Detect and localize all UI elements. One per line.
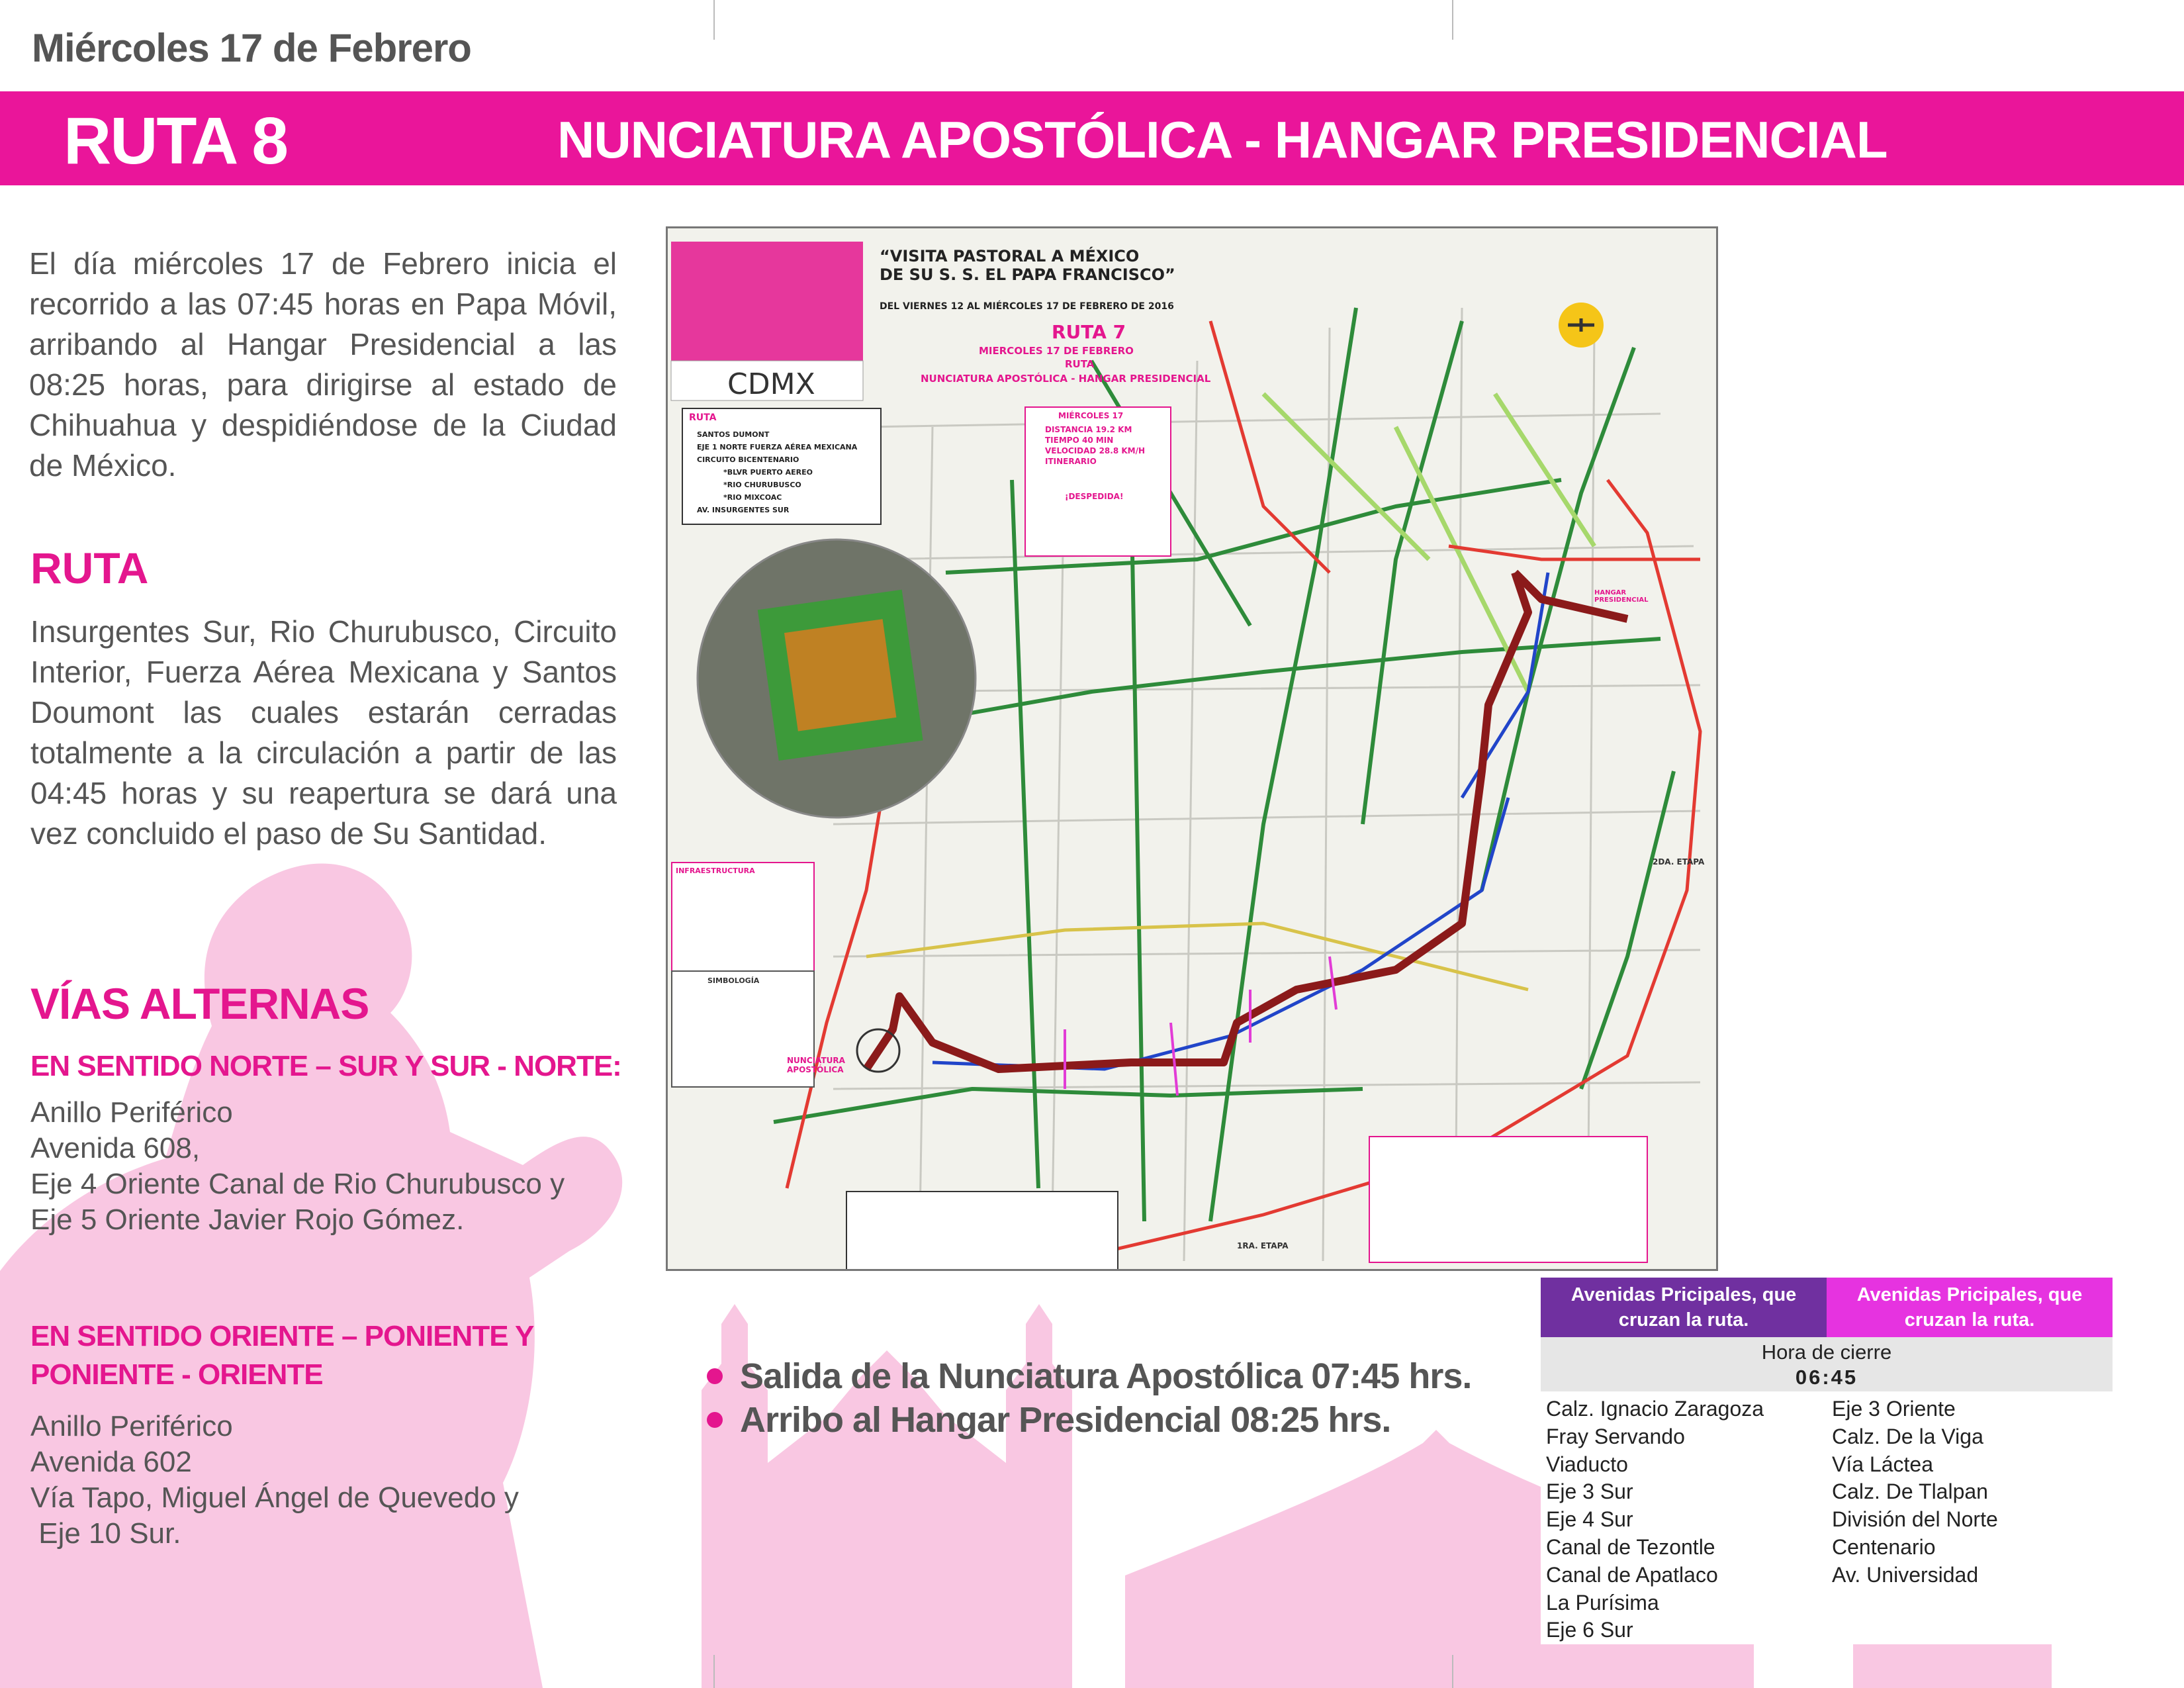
list-item: Anillo Periférico	[30, 1410, 233, 1442]
map-day: MIERCOLES 17 DE FEBRERO	[979, 345, 1134, 357]
map-title-line: “VISITA PASTORAL A MÉXICO	[880, 247, 1140, 265]
table-cell: Canal de Apatlaco	[1546, 1562, 1718, 1587]
avenidas-table	[1541, 1278, 2113, 1644]
table-cell: Calz. Ignacio Zaragoza	[1546, 1397, 1764, 1421]
bullet-item	[707, 1398, 1471, 1442]
map-ruta-number: RUTA 7	[1052, 321, 1126, 343]
route-map	[666, 226, 1718, 1271]
map-simb-title: SIMBOLOGÍA	[707, 976, 760, 985]
list-item: Eje 4 Oriente Canal de Rio Churubusco y	[30, 1168, 565, 1200]
table-cell: Eje 3 Sur	[1546, 1479, 1633, 1504]
crop-mark	[713, 0, 715, 40]
table-cell: La Purísima	[1546, 1590, 1659, 1615]
cdmx-logo: CDMX	[727, 367, 815, 401]
map-box-stats	[1045, 424, 1145, 467]
map-nunciatura: NUNCIATURA APOSTÓLICA	[787, 1056, 845, 1074]
pope-silhouette	[0, 847, 728, 1688]
cierre-time: 06:45	[1795, 1366, 1858, 1389]
intro-paragraph: El día miércoles 17 de Febrero inicia el recorrido a las 07:45 horas en Papa Móvil, arribando al Hangar Presidencial a las 08:25 horas, para dirigirse al estado de Chihuahua y despidiéndose de la Ciudad de México.	[29, 246, 617, 483]
map-infra-title: INFRAESTRUCTURA	[676, 867, 755, 875]
map-etapa1: 1RA. ETAPA	[1237, 1241, 1289, 1250]
list-item: Eje 10 Sur.	[30, 1517, 181, 1550]
map-ruta-label: RUTA	[1065, 358, 1095, 370]
schedule-bullets	[707, 1354, 1471, 1442]
table-cell: Viaducto	[1546, 1452, 1628, 1476]
cierre-row	[1541, 1337, 2113, 1391]
vias-heading: VÍAS ALTERNAS	[30, 979, 369, 1028]
map-ruta-item: AV. INSURGENTES SUR	[697, 506, 790, 514]
table-cell: Calz. De la Viga	[1832, 1424, 1983, 1448]
table-cell: Eje 3 Oriente	[1832, 1397, 1956, 1421]
header-band	[0, 91, 2184, 185]
route-number: RUTA 8	[64, 104, 287, 178]
map-route-name: NUNCIATURA APOSTÓLICA - HANGAR PRESIDENCIAL	[921, 373, 1211, 385]
bullet-item	[707, 1354, 1471, 1398]
map-itinerario: ITINERARIO	[1045, 457, 1097, 466]
table-cell: División del Norte	[1832, 1507, 1998, 1532]
map-dates: DEL VIERNES 12 AL MIÉRCOLES 17 DE FEBRERO DE 2016	[880, 301, 1174, 312]
map-ruta-item: *BLVR PUERTO AEREO	[723, 468, 813, 477]
list-item: Avenida 602	[30, 1446, 192, 1478]
list-item: Anillo Periférico	[30, 1096, 233, 1129]
list-item: Eje 5 Oriente Javier Rojo Gómez.	[30, 1203, 465, 1236]
table-column	[1827, 1395, 2113, 1644]
map-ruta-item: EJE 1 NORTE FUERZA AÉREA MEXICANA	[697, 443, 858, 451]
bullet-text: Arribo al Hangar Presidencial 08:25 hrs.	[740, 1400, 1391, 1440]
table-header-cell: Avenidas Pricipales, que cruzan la ruta.	[1541, 1278, 1827, 1337]
table-cell: Centenario	[1832, 1534, 1936, 1559]
map-ruta-box	[697, 428, 857, 516]
op-list	[30, 1409, 519, 1552]
ns-list	[30, 1095, 565, 1238]
date-label: Miércoles 17 de Febrero	[32, 26, 471, 70]
table-cell: Calz. De Tlalpan	[1832, 1479, 1988, 1504]
bullet-dot	[707, 1412, 723, 1428]
crop-mark	[1452, 1655, 1453, 1688]
map-stat: VELOCIDAD 28.8 KM/H	[1045, 446, 1146, 455]
op-heading	[30, 1317, 533, 1394]
cierre-label: Hora de cierre	[1761, 1340, 1892, 1364]
map-ruta-item: SANTOS DUMONT	[697, 430, 770, 439]
table-header	[1541, 1278, 2113, 1337]
table-cell: Eje 4 Sur	[1546, 1507, 1633, 1532]
list-item: Avenida 608,	[30, 1132, 201, 1164]
map-ruta-item: *RIO MIXCOAC	[723, 493, 782, 502]
table-header-cell: Avenidas Pricipales, que cruzan la ruta.	[1827, 1278, 2113, 1337]
map-title-line: DE SU S. S. EL PAPA FRANCISCO”	[880, 265, 1175, 284]
ruta-paragraph: Insurgentes Sur, Rio Churubusco, Circuito Interior, Fuerza Aérea Mexicana y Santos Doumont las cuales estarán cerradas totalmente a la circulación a partir de las 04:45 horas y su reapertura se dará una vez concluido el paso de Su Santidad.	[30, 614, 617, 851]
table-cell: Fray Servando	[1546, 1424, 1685, 1448]
map-stat: DISTANCIA 19.2 KM	[1045, 425, 1132, 434]
route-title: NUNCIATURA APOSTÓLICA - HANGAR PRESIDENCIAL	[557, 111, 1888, 169]
map-ruta-item: CIRCUITO BICENTENARIO	[697, 455, 799, 464]
op-heading-line: EN SENTIDO ORIENTE – PONIENTE Y	[30, 1320, 534, 1352]
table-body	[1541, 1391, 2113, 1644]
list-item: Vía Tapo, Miguel Ángel de Quevedo y	[30, 1481, 519, 1514]
map-despedida: ¡DESPEDIDA!	[1065, 492, 1124, 501]
map-ruta-item: *RIO CHURUBUSCO	[723, 481, 801, 489]
table-cell: Av. Universidad	[1832, 1562, 1979, 1587]
map-title	[880, 247, 1175, 284]
table-cell: Eje 6 Sur	[1546, 1618, 1633, 1642]
table-column	[1541, 1395, 1827, 1644]
map-hangar: HANGAR PRESIDENCIAL	[1594, 589, 1649, 604]
op-heading-line: PONIENTE - ORIENTE	[30, 1358, 323, 1391]
bullet-text: Salida de la Nunciatura Apostólica 07:45 hrs.	[740, 1356, 1472, 1396]
table-cell: Canal de Tezontle	[1546, 1534, 1715, 1559]
map-box-day: MIÉRCOLES 17	[1058, 411, 1124, 420]
crop-mark	[1452, 0, 1453, 40]
map-ruta-box-title: RUTA	[689, 412, 717, 423]
map-stat: TIEMPO 40 MIN	[1045, 436, 1114, 445]
ns-heading: EN SENTIDO NORTE – SUR Y SUR - NORTE:	[30, 1050, 621, 1082]
map-etapa2: 2DA. ETAPA	[1653, 857, 1705, 867]
ruta-heading: RUTA	[30, 543, 149, 592]
crop-mark	[713, 1655, 715, 1688]
bullet-dot	[707, 1368, 723, 1384]
table-cell: Vía Láctea	[1832, 1452, 1933, 1476]
